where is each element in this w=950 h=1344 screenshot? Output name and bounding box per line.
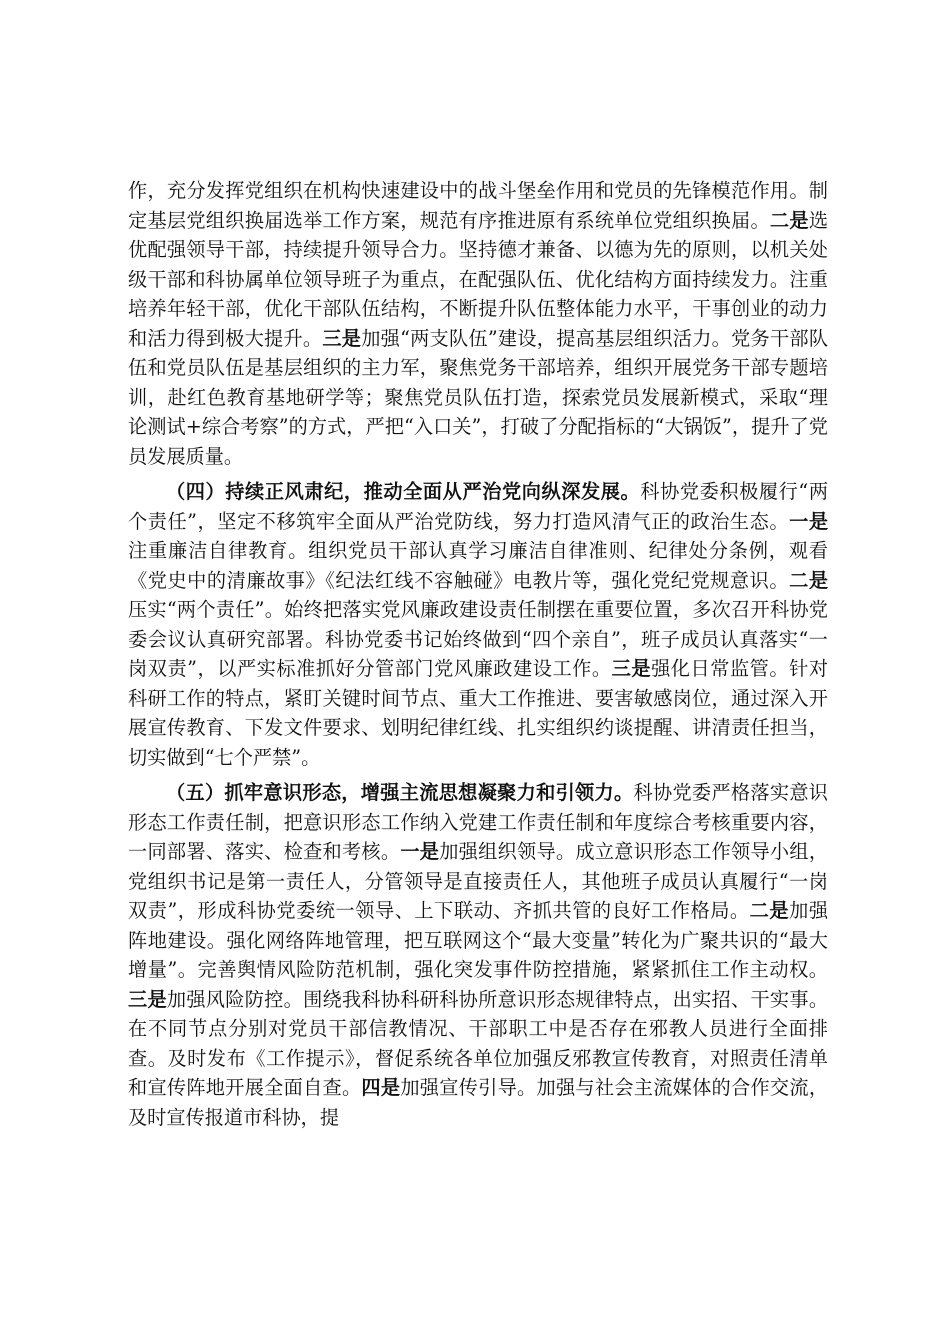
bold-marker: 一是 [400, 840, 440, 863]
section-heading: （五）抓牢意识形态，增强主流思想凝聚力和引领力。 [166, 781, 634, 804]
text-run: 加强风险防控。围绕我科协科研科协所意识形态规律特点，出实招、干实事。在不同节点分别对党员干部信教情况、干部职工中是否存在邪教人员进行全面排查。及时发布《工作提示》，督促系统各单位加强反邪教宣传教育，对照责任清单和宣传阵地开展全面自查。 [128, 987, 829, 1099]
bold-marker: 三是 [322, 326, 362, 350]
text-run: 加强“两支队伍”建设，提高基层组织活力。党务干部队伍和党员队伍是基层组织的主力军，聚焦党务干部培养，组织开展党务干部专题培训，赴红色教育基地研学等；聚焦党员队伍打造，探索党员发展新模式，采取“理论测试+综合考察”的方式，严把“入口关”，打破了分配指标的“大锅饭”，提升了党员发展质量。 [128, 326, 829, 468]
paragraph-section-5 [128, 778, 828, 1132]
bold-marker: 二是 [769, 208, 809, 232]
bold-marker: 三是 [611, 657, 652, 680]
document-body [128, 176, 828, 1132]
text-run: 强化日常监管。针对科研工作的特点，紧盯关键时间节点、重大工作推进、要害敏感岗位，通过深入开展宣传教育、下发文件要求、划明纪律红线、扎实组织约谈提醒、讲清责任担当，切实做到“七个严禁”。 [128, 657, 829, 769]
text-run: 科协党委积极履行“两个责任”，坚定不移筑牢全面从严治党防线，努力打造风清气正的政治生态。 [128, 480, 829, 533]
section-heading: （四）持续正风肃纪，推动全面从严治党向纵深发展。 [166, 480, 641, 503]
bold-marker: 四是 [361, 1076, 401, 1099]
bold-marker: 二是 [749, 899, 790, 922]
text-run: 选优配强领导干部，持续提升领导合力。坚持德才兼备、以德为先的原则，以机关处级干部和科协属单位领导班子为重点，在配强队伍、优化结构方面持续发力。注重培养年轻干部，优化干部队伍结构，不断提升队伍整体能力水平，干事创业的动力和活力得到极大提升。 [128, 208, 829, 350]
text-run: 加强组织领导。成立意识形态工作领导小组，党组织书记是第一责任人，分管领导是直接责任人，其他班子成员认真履行“一岗双责”，形成科协党委统一领导、上下联动、齐抓共管的良好工作格局。 [128, 840, 829, 922]
bold-marker: 二是 [789, 568, 829, 592]
text-run: 压实“两个责任”。始终把落实党风廉政建设责任制摆在重要位置，多次召开科协党委会议认真研究部署。科协党委书记始终做到“四个亲自”，班子成员认真落实“一岗双责”，以严实标准抓好分管部门党风廉政建设工作。 [128, 598, 828, 680]
paragraph-continuation [128, 176, 828, 471]
text-run: 作，充分发挥党组织在机构快速建设中的战斗堡垒作用和党员的先锋模范作用。制定基层党组织换届选举工作方案，规范有序推进原有系统单位党组织换届。 [128, 179, 828, 232]
paragraph-section-4 [128, 477, 828, 772]
text-run: 加强阵地建设。强化网络阵地管理，把互联网这个“最大变量”转化为广聚共识的“最大增量”。完善舆情风险防范机制，强化突发事件防控措施，紧紧抓住工作主动权。 [128, 899, 829, 981]
text-run: 科协党委严格落实意识形态工作责任制，把意识形态工作纳入党建工作责任制和年度综合考核重要内容，一同部署、落实、检查和考核。 [128, 781, 828, 863]
text-run: 注重廉洁自律教育。组织党员干部认真学习廉洁自律准则、纪律处分条例，观看《党史中的清廉故事》《纪法红线不容触碰》电教片等，强化党纪党规意识。 [128, 539, 828, 592]
text-run: 加强宣传引导。加强与社会主流媒体的合作交流，及时宣传报道市科协，提 [128, 1076, 829, 1129]
bold-marker: 三是 [128, 987, 167, 1011]
bold-marker: 一是 [789, 509, 829, 533]
